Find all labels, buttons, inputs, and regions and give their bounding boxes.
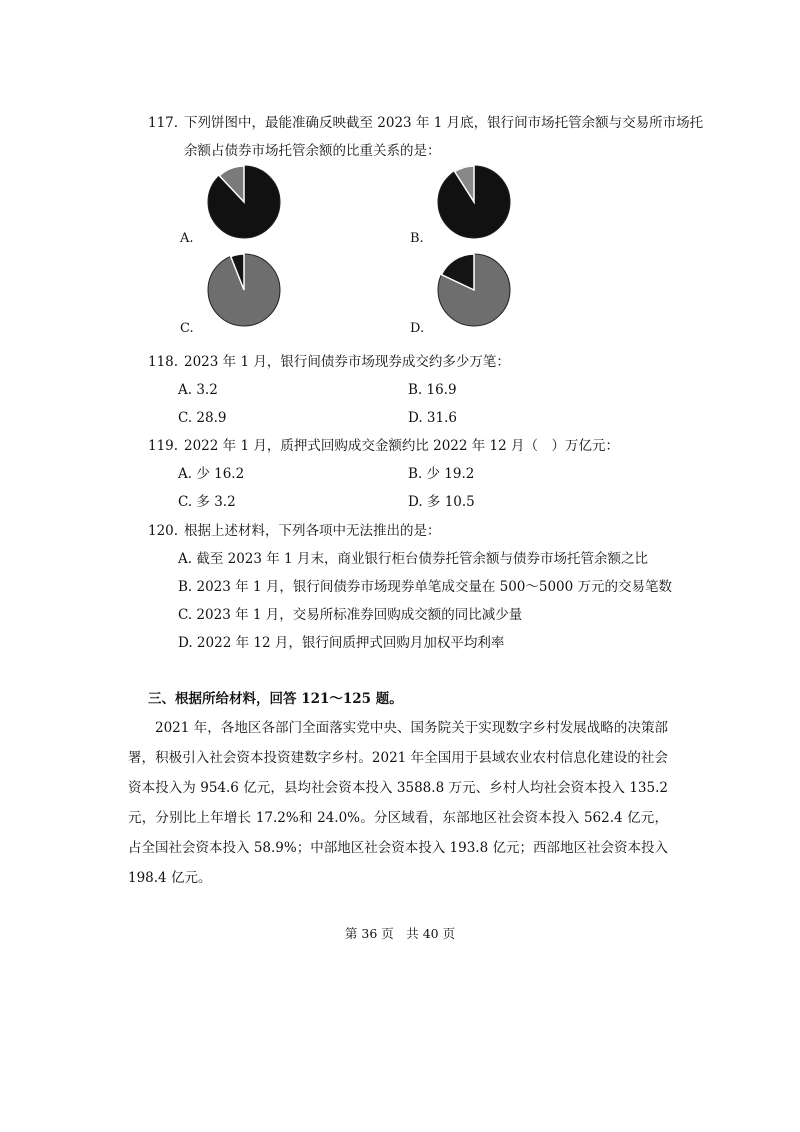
q119-stem: 2022 年 1 月，质押式回购成交金额约比 2022 年 12 月（ ）万亿元：: [184, 438, 620, 454]
pie-chart-option-a: [206, 164, 282, 240]
q117-option-c-label[interactable]: C.: [180, 321, 194, 336]
q119-option-a[interactable]: A. 少 16.2: [178, 466, 245, 482]
q118-option-d[interactable]: D. 31.6: [408, 410, 457, 426]
q120-option-c[interactable]: C. 2023 年 1 月，交易所标准券回购成交额的同比减少量: [178, 607, 523, 623]
section-3-material-paragraph: 2021 年，各地区各部门全面落实党中央、国务院关于实现数字乡村发展战略的决策部署，积极引入社会资本投资建数字乡村。2021 年全国用于县域农业农村信息化建设的社会资本投入为 954.6 亿元，县均社会资本投入 3588.8 万元、乡村人均社会资本投入 135.2 元，分别比上年增长 17.2%和 24.0%。分区域看，东部地区社会资本投入 562.4 亿元，占全国社会资本投入 58.9%；中部地区社会资本投入 193.8 亿元；西部地区社会资本投入 198.4 亿元。: [128, 720, 668, 886]
q117-number: 117.: [148, 115, 179, 131]
q117-option-d-label[interactable]: D.: [410, 321, 425, 336]
q118-option-b[interactable]: B. 16.9: [408, 382, 457, 398]
pie-chart-option-b: [436, 164, 512, 240]
section-3-heading: 三、根据所给材料，回答 121～125 题。: [148, 691, 403, 707]
pie-chart-option-d: [436, 252, 512, 328]
q117-option-b-label[interactable]: B.: [410, 231, 424, 246]
q119-option-d[interactable]: D. 多 10.5: [408, 494, 475, 510]
q118-number: 118.: [148, 354, 179, 370]
q120-option-d[interactable]: D. 2022 年 12 月，银行间质押式回购月加权平均利率: [178, 635, 505, 651]
q117-stem-line1: 下列饼图中，最能准确反映截至 2023 年 1 月底，银行间市场托管余额与交易所市场托: [184, 115, 704, 131]
page-number-footer: 第 36 页 共 40 页: [344, 926, 456, 941]
q118-stem: 2023 年 1 月，银行间债券市场现券成交约多少万笔：: [184, 354, 510, 370]
q119-option-c[interactable]: C. 多 3.2: [178, 494, 236, 510]
q118-option-c[interactable]: C. 28.9: [178, 410, 227, 426]
q119-number: 119.: [148, 438, 179, 454]
q120-option-b[interactable]: B. 2023 年 1 月，银行间债券市场现券单笔成交量在 500～5000 万元的交易笔数: [178, 579, 673, 595]
pie-chart-option-c: [206, 252, 282, 328]
q119-option-b[interactable]: B. 少 19.2: [408, 466, 475, 482]
q117-stem-line2: 余额占债券市场托管余额的比重关系的是：: [184, 143, 441, 159]
q120-stem: 根据上述材料，下列各项中无法推出的是：: [184, 523, 441, 539]
q117-option-a-label[interactable]: A.: [180, 231, 194, 246]
q120-number: 120.: [148, 523, 179, 539]
q120-option-a[interactable]: A. 截至 2023 年 1 月末，商业银行柜台债券托管余额与债券市场托管余额之比: [178, 551, 648, 567]
q118-option-a[interactable]: A. 3.2: [178, 382, 218, 398]
